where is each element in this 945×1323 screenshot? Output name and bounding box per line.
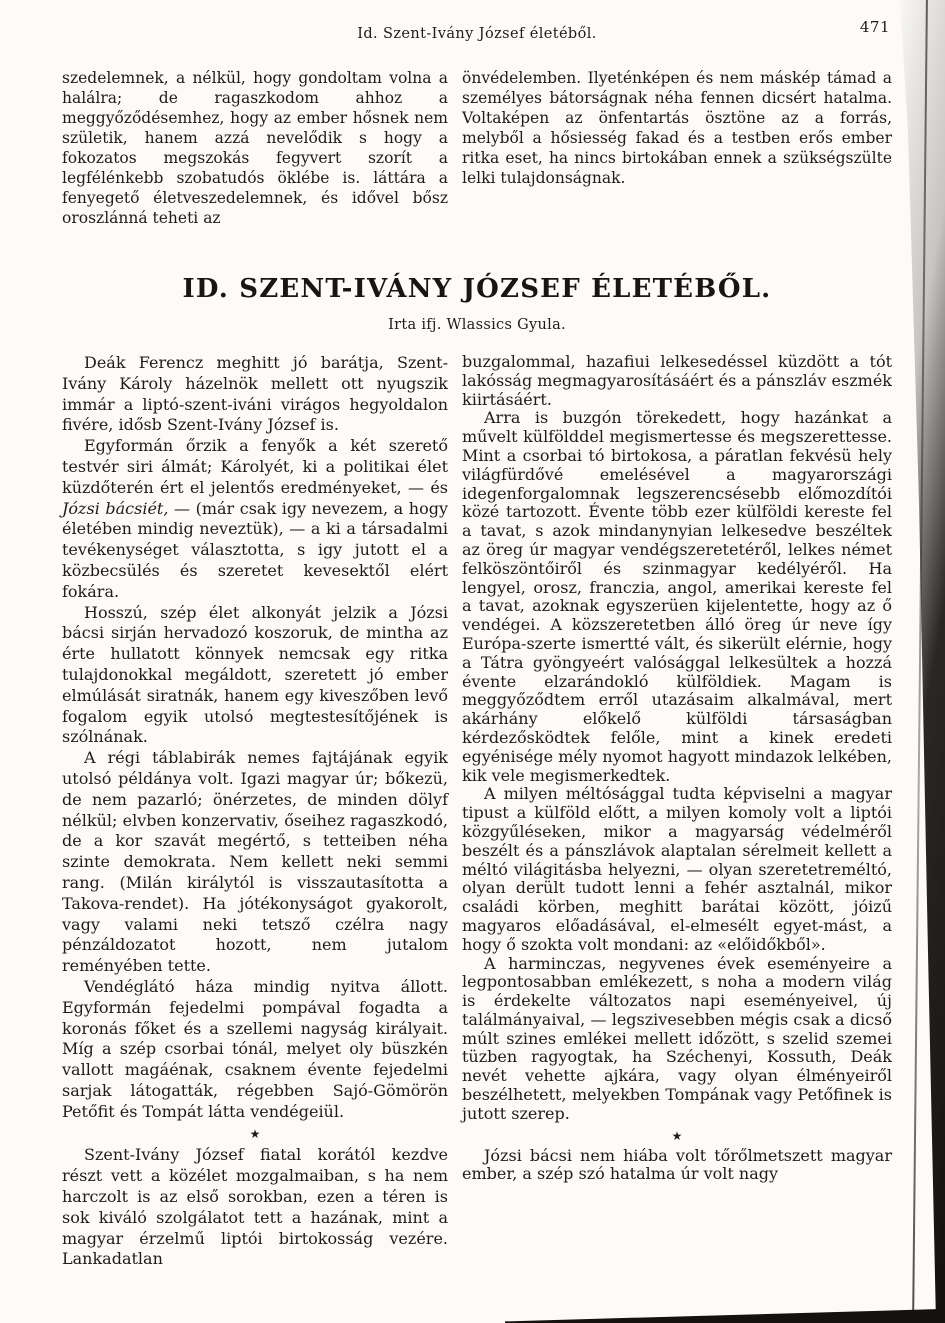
top-left-column xyxy=(62,68,448,228)
paragraph-segment: — (már csak igy nevezem, a hogy életében mindig neveztük), — a ki a társadalmi tevékenységet választotta, s igy jutott el a közbecsülés és szeretet kevesektől elért fokára. xyxy=(62,498,449,601)
article-title: ID. SZENT-IVÁNY JÓZSEF ÉLETÉBŐL. xyxy=(182,274,772,304)
article-left-column xyxy=(62,353,448,1270)
running-header xyxy=(62,18,892,42)
paragraph xyxy=(62,436,448,602)
paragraph: önvédelemben. Ilyeténképen és nem máskép támad a személyes bátorságnak néha fennen dicsért hatalma. Voltaképen az önfentartás ösztöne az a forrás, melyből a hősiesség fakad és a testben erős ember ritka eset, ha nincs birtokában ennek a szükségszülte lelki tulajdonságnak. xyxy=(462,69,892,187)
paragraph: Deák Ferencz meghitt jó barátja, Szent-Ivány Károly házelnök mellett ott nyugszik immár a liptó-szent-iváni virágos hegyoldalon fivére, idősb Szent-Ivány József is. xyxy=(62,353,448,435)
paragraph: Arra is buzgón törekedett, hogy hazánkat a művelt külfölddel megismertesse és megszerettesse. Mint a csorbai tó birtokosa, a páratlan fekvésü hely világfürdővé emelésével a magyarországi idegenforgalomnak legszerencsésebb előmozdítói közé tartozott. Évente több ezer külföldi kereste fel a tavat, s azok mindanynyian lelkesedve beszéltek az öreg úr magyar vendégszeretetéről, lelkes német felköszöntőiről és szinmagyar kedélyéről. Ha lengyel, orosz, franczia, angol, amerikai kereste fel a tavat, azoknak egyszerüen kijelentette, hogy az ő vendégei. A közszeretetben álló öreg úr neve így Európa-szerte ismertté vált, és sikerült elérnie, hogy a Tátra gyöngyeért valósággal lelkesültek a hozzá évente elzarándokló külföldiek. Magam is meggyőződtem erről utazásaim alkalmával, mert akárhány előkelő külföldi társaságban kérdezősködtek felőle, mint a kinek eredeti egyénisége mély nyomot hagyott mindazok lelkében, kik vele megismerkedtek. xyxy=(462,408,892,785)
paragraph-segment: Egyformán őrzik a fenyők a két szerető testvér siri álmát; Károlyét, ki a politikai élet küzdőterén ért el jelentős eredményeket, — és xyxy=(62,436,448,497)
article-right-column xyxy=(462,353,892,1270)
paragraph: buzgalommal, hazafiui lelkesedéssel küzdött a tót lakósság megmagyarosításáért és a pánszláv eszmék kiirtásáért. xyxy=(462,352,892,409)
running-title: Id. Szent-Ivány József életéből. xyxy=(357,26,597,42)
paragraph: A harminczas, negyvenes évek eseményeire a legpontosabban emlékezett, s noha a modern világ is érdekelte változatos napi eseményeivel, új találmányaival, — legszivesebben mégis csak a dicső múlt szines emlékei mellett időzött, s szelid szemei tüzben ragyogtak, ha Széchenyi, Kossuth, Deák nevét vehette ajkára, vagy olyan élményeiről beszélhetett, melyekben Tompának vagy Petőfinek is jutott szerep. xyxy=(462,953,892,1123)
italic-phrase: Józsi bácsiét, xyxy=(62,498,169,518)
paragraph: A milyen méltósággal tudta képviselni a magyar tipust a külföld előtt, a milyen komoly volt a liptói közgyűléseken, mikor a magyarság védelméről beszélt és a pánszlávok alaptalan sérelmeit kellett a méltó világitásba helyezni, — olyan szeretetreméltó, olyan derült tudott lenni a fehér asztalnál, mikor családi körben, meghitt barátai között, jóizű magyaros előadásával, el-elmesélt egyet-mást, a hogy ő szokta volt mondani: az «előidőkből». xyxy=(462,784,892,954)
previous-article-continuation xyxy=(62,68,892,228)
star-divider-icon: ★ xyxy=(249,1127,261,1142)
page-number: 471 xyxy=(859,18,890,36)
top-right-column xyxy=(462,68,892,228)
paragraph: Vendéglátó háza mindig nyitva állott. Egyformán fejedelmi pompával fogadta a koronás főket és a szellemi nagyság királyait. Míg a szép csorbai tónál, melyet oly büszkén vallott magáénak, csaknem évente fejedelmi sarjak látogatták, régebben Sajó-Gömörön Petőfit és Tompát látta vendégeiül. xyxy=(62,976,448,1121)
paragraph: A régi táblabirák nemes fajtájának egyik utolsó példánya volt. Igazi magyar úr; bőkezü, de nem pazarló; önérzetes, de minden dölyf nélkül; elvben konzervativ, őseihez ragaszkodó, de a kor szavát megértő, s tetteiben néha szinte demokrata. Nem kellett neki semmi rang. (Milán királytól is visszautasította a Takova-rendet). Ha jótékonyságot gyakorolt, vagy valami neki tetsző czélra nagy pénzáldozatot hozott, nem jutalom reményében tette. xyxy=(62,748,448,976)
paragraph: szedelemnek, a nélkül, hogy gondoltam volna a halálra; de ragaszkodom ahhoz a meggyőződésemhez, hogy az ember hősnek nem születik, hanem azzá nevelődik s hogy a fokozatos megszokás fegyvert szorít a legfélénkebb szobatudós öklébe is. láttára a fenyegető életveszedelemnek, és idővel bősz oroszlánná teheti az xyxy=(62,69,448,227)
paragraph: Szent-Ivány József fiatal korától kezdve részt vett a közélet mozgalmaiban, s ha nem harczolt is az első sorokban, ezen a téren is sok kiváló szolgálatot tett a hazának, mint a magyar érzelmű liptói birtokosság vezére. Lankadatlan xyxy=(62,1145,448,1269)
star-divider-icon: ★ xyxy=(671,1128,683,1143)
article-body xyxy=(62,353,892,1270)
paragraph: Hosszú, szép élet alkonyát jelzik a Józsi bácsi sirján hervadozó koszoruk, de mintha az érte hullatott könnyek nemcsak egy ritka tulajdonokkal megáldott, szeretett jó ember elmúlását siratnák, hanem egy kiveszőben levő fogalom egyik utolsó megtestesítőjének is szólnának. xyxy=(62,602,448,747)
page-content xyxy=(62,18,892,1270)
paragraph: Józsi bácsi nem hiába volt tőrőlmetszett magyar ember, a szép szó hatalma úr volt nagy xyxy=(462,1145,892,1184)
scan-bottom-shadow xyxy=(505,1307,945,1323)
article-byline: Irta ifj. Wlassics Gyula. xyxy=(388,317,566,333)
